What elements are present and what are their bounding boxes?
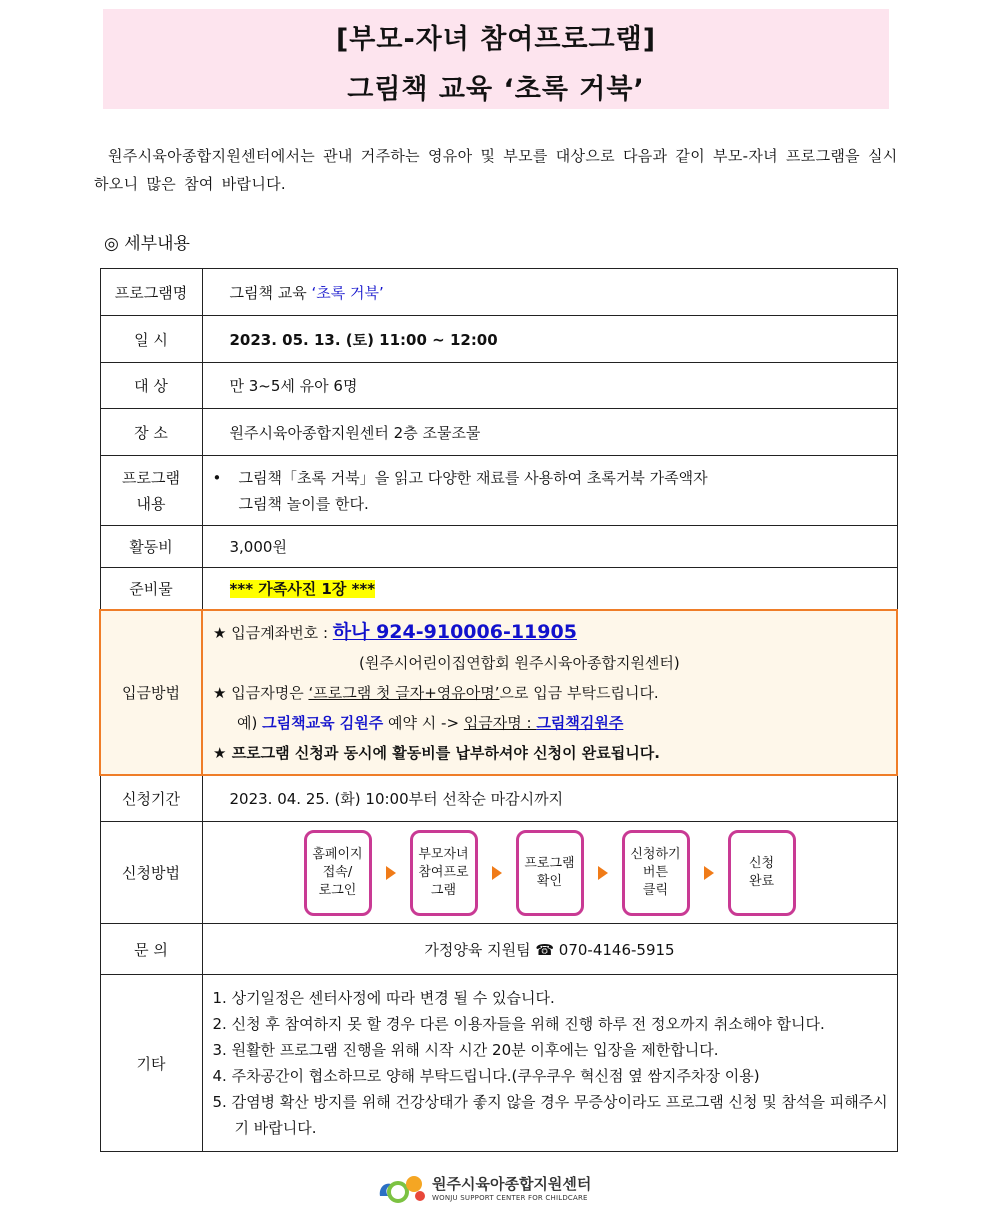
row-fee — [100, 526, 897, 568]
row-content — [100, 456, 897, 526]
value-inquiry: 가정양육 지원팀 ☎ 070-4146-5915 — [202, 924, 897, 975]
org-name-ko: 원주시육아종합지원센터 — [432, 1174, 592, 1193]
star-icon: ★ — [213, 743, 227, 762]
title-line-1: [부모-자녀 참여프로그램] — [335, 24, 657, 55]
value-period: 2023. 04. 25. (화) 10:00부터 선착순 마감시까지 — [202, 775, 897, 822]
value-target: 만 3~5세 유아 6명 — [202, 363, 897, 409]
list-item: 5. 감염병 확산 방지를 위해 건강상태가 좋지 않을 경우 무증상이라도 프로그램 신청 및 참석을 피해주시기 바랍니다. — [212, 1093, 888, 1137]
program-title-highlight: ‘초록 거북’ — [311, 283, 384, 302]
example-name: 그림책교육 김원주 — [262, 713, 384, 732]
label-program-name: 프로그램명 — [100, 269, 202, 316]
intro-paragraph: 원주시육아종합지원센터에서는 관내 거주하는 영유아 및 부모를 대상으로 다음과 같이 부모-자녀 프로그램을 실시하오니 많은 참여 바랍니다. — [94, 147, 898, 193]
list-item: 1. 상기일정은 센터사정에 따라 변경 될 수 있습니다. — [212, 989, 555, 1007]
details-table — [99, 268, 898, 1152]
arrow-right-icon — [386, 866, 396, 880]
value-place: 원주시육아종합지원센터 2층 조물조물 — [202, 409, 897, 456]
label-period: 신청기간 — [100, 775, 202, 822]
title-banner — [103, 9, 889, 109]
label-etc: 기타 — [100, 975, 202, 1152]
step-click-apply: 신청하기 버튼 클릭 — [622, 830, 690, 916]
value-supplies — [202, 568, 897, 610]
arrow-right-icon — [492, 866, 502, 880]
org-name-en: WONJU SUPPORT CENTER FOR CHILDCARE — [432, 1193, 588, 1202]
row-etc — [100, 975, 897, 1152]
row-method — [100, 822, 897, 924]
account-number: 하나 924-910006-11905 — [332, 620, 577, 643]
label-content: 프로그램 내용 — [100, 456, 202, 526]
label-target: 대 상 — [100, 363, 202, 409]
label-date: 일 시 — [100, 316, 202, 363]
label-supplies: 준비물 — [100, 568, 202, 610]
star-icon: ★ — [213, 623, 227, 642]
label-method: 신청방법 — [100, 822, 202, 924]
row-inquiry — [100, 924, 897, 975]
list-item: 3. 원활한 프로그램 진행을 위해 시작 시간 20분 이후에는 입장을 제한합니다. — [212, 1041, 719, 1059]
label-place: 장 소 — [100, 409, 202, 456]
label-inquiry: 문 의 — [100, 924, 202, 975]
star-icon: ★ — [213, 683, 227, 702]
value-fee: 3,000원 — [202, 526, 897, 568]
value-etc — [202, 975, 897, 1152]
label-deposit: 입금방법 — [100, 610, 202, 775]
step-complete: 신청 완료 — [728, 830, 796, 916]
value-date: 2023. 05. 13. (토) 11:00 ~ 12:00 — [202, 316, 897, 363]
value-content: • 그림책「초록 거북」을 읽고 다양한 재료를 사용하여 초록거북 가족액자 그림책 놀이를 한다. — [202, 456, 897, 526]
step-homepage-login: 홈페이지 접속/ 로그인 — [304, 830, 372, 916]
row-supplies — [100, 568, 897, 610]
list-item: 2. 신청 후 참여하지 못 할 경우 다른 이용자들을 위해 진행 하루 전 정오까지 취소해야 합니다. — [212, 1015, 825, 1033]
list-item: 4. 주차공간이 협소하므로 양해 부탁드립니다.(쿠우쿠우 혁신점 옆 쌈지주차장 이용) — [212, 1067, 760, 1085]
etc-list — [203, 975, 897, 1151]
label-fee: 활동비 — [100, 526, 202, 568]
row-deposit — [100, 610, 897, 775]
account-holder: (원주시어린이집연합회 원주시육아종합지원센터) — [359, 653, 680, 672]
example-result: 그림책김원주 — [536, 713, 624, 732]
application-steps — [203, 830, 897, 916]
center-logo-icon — [376, 1170, 428, 1204]
supplies-highlight: *** 가족사진 1장 *** — [229, 579, 376, 598]
row-place — [100, 409, 897, 456]
value-program-name: 그림책 교육 ‘초록 거북’ — [202, 269, 897, 316]
row-date — [100, 316, 897, 363]
arrow-right-icon — [598, 866, 608, 880]
section-label: ◎ 세부내용 — [104, 234, 190, 254]
value-deposit: ★ 입금계좌번호 : 하나 924-910006-11905 (원주시어린이집연합회 원주시육아종합지원센터) ★ 입금자명은 ‘프로그램 첫 글자+영유아명’으로 입금 부탁드립니다. 예) 그림책교육 김원주 예약 시 -> 입금자명 : 그림책김원주 ★ 프로그램 신청과 동시에 활동비를 납부하셔야 신청이 완료됩니다. — [202, 610, 897, 775]
title-line-2: 그림책 교육 ‘초록 거북’ — [347, 74, 645, 105]
footer-logo — [376, 1170, 591, 1204]
arrow-right-icon — [704, 866, 714, 880]
row-program-name — [100, 269, 897, 316]
value-method — [202, 822, 897, 924]
row-period — [100, 775, 897, 822]
step-check-program: 프로그램 확인 — [516, 830, 584, 916]
deposit-notice: 프로그램 신청과 동시에 활동비를 납부하셔야 신청이 완료됩니다. — [231, 743, 660, 762]
step-parent-child-program: 부모자녀 참여프로 그램 — [410, 830, 478, 916]
row-target — [100, 363, 897, 409]
